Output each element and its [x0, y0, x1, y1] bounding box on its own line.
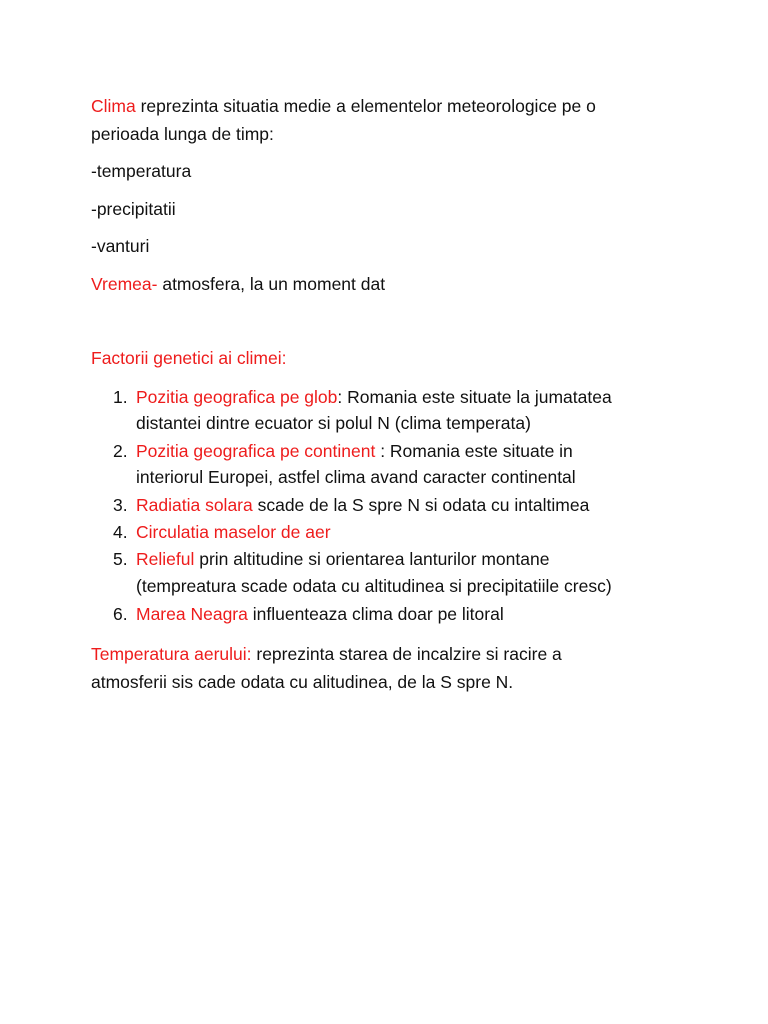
list-item-number: 4.: [113, 522, 128, 542]
list-item-text: influenteaza clima doar pe litoral: [247, 604, 504, 624]
paragraph-temperatura-line-2: atmosferii sis cade odata cu alitudinea, de la S spre N.: [91, 672, 514, 692]
list-item-line-2: interiorul Europei, astfel clima avand caracter continental: [136, 467, 576, 487]
list-item-line-1: [136, 492, 676, 518]
list-item-text: : Romania este situate la jumatatea: [337, 387, 612, 407]
paragraph-clima-line-2: perioada lunga de timp:: [91, 124, 274, 144]
bullet-temperatura: -temperatura: [91, 161, 192, 181]
list-item-number: 2.: [113, 441, 128, 461]
list-item-term: Relieful: [136, 549, 195, 569]
list-item-line-1: [136, 601, 676, 627]
list-item-number: 5.: [113, 549, 128, 569]
clima-definition-text: reprezinta situatia medie a elementelor meteorologice pe o: [135, 96, 596, 116]
list-item-line-1: [136, 384, 676, 410]
bullet-precipitatii: -precipitatii: [91, 199, 176, 219]
list-item-line-2: distantei dintre ecuator si polul N (clima temperata): [136, 413, 531, 433]
list-item-line-1: [136, 546, 676, 572]
paragraph-clima-line-1: [91, 94, 596, 118]
list-item-text: prin altitudine si orientarea lanturilor montane: [194, 549, 550, 569]
list-item-term: Circulatia maselor de aer: [136, 522, 331, 542]
list-item-term: Pozitia geografica pe continent: [136, 441, 376, 461]
list-item-number: 6.: [113, 604, 128, 624]
list-item-term: Marea Neagra: [136, 604, 248, 624]
list-item-text: scade de la S spre N si odata cu intaltimea: [252, 495, 590, 515]
section-heading-factori: Factorii genetici ai climei:: [91, 348, 287, 368]
term-temperatura-aerului: Temperatura aerului:: [91, 644, 252, 664]
list-item-term: Radiatia solara: [136, 495, 253, 515]
list-item-line-1: [136, 519, 676, 545]
temperatura-definition-text: reprezinta starea de incalzire si racire a: [251, 644, 562, 664]
term-clima: Clima: [91, 96, 136, 116]
list-item-number: 1.: [113, 387, 128, 407]
vremea-definition-text: atmosfera, la un moment dat: [157, 274, 386, 294]
paragraph-vremea: [91, 272, 385, 296]
list-item-line-1: [136, 438, 676, 464]
list-item-number: 3.: [113, 495, 128, 515]
bullet-vanturi: -vanturi: [91, 236, 150, 256]
paragraph-temperatura-line-1: [91, 642, 562, 666]
list-item-term: Pozitia geografica pe glob: [136, 387, 338, 407]
list-item-line-2: (tempreatura scade odata cu altitudinea si precipitatiile cresc): [136, 576, 612, 596]
list-item-text: : Romania este situate in: [375, 441, 573, 461]
term-vremea: Vremea-: [91, 274, 158, 294]
